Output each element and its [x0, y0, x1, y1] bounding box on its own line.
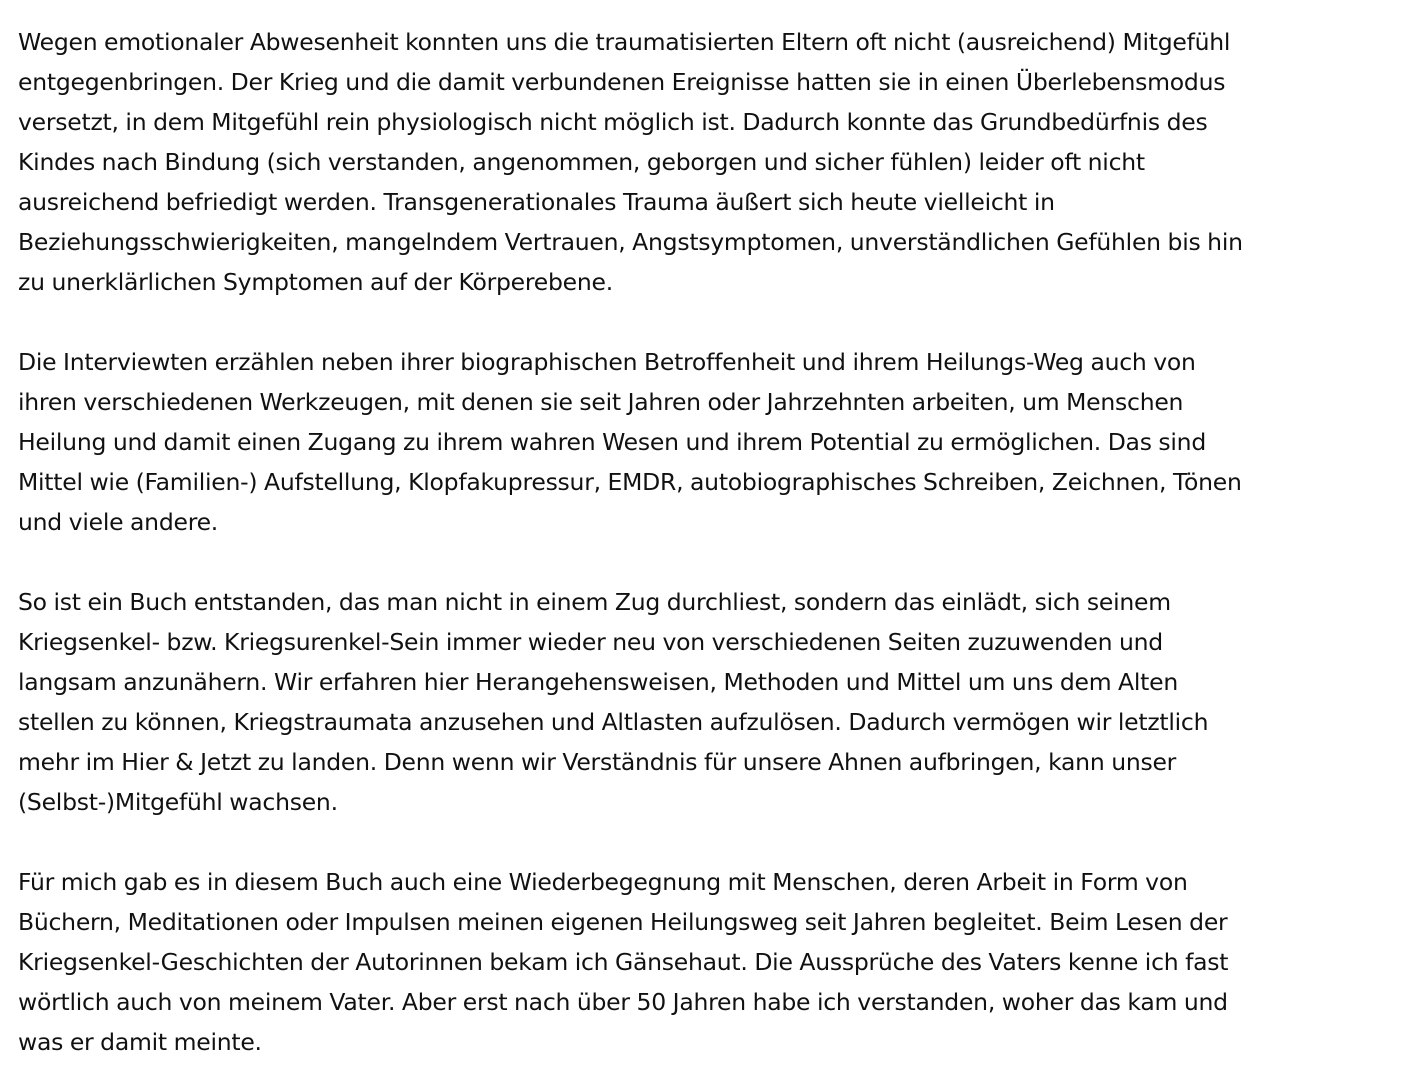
- review-paragraph-3: [18, 582, 1390, 822]
- text-line: entgegenbringen. Der Krieg und die damit verbundenen Ereignisse hatten sie in einen Überlebensmodus: [18, 68, 1226, 96]
- text-line: Beziehungsschwierigkeiten, mangelndem Vertrauen, Angstsymptomen, unverständlichen Gefühlen bis hin: [18, 228, 1243, 256]
- text-line: zu unerklärlichen Symptomen auf der Körperebene.: [18, 268, 613, 296]
- text-line: mehr im Hier & Jetzt zu landen. Denn wenn wir Verständnis für unsere Ahnen aufbringen, kann unser: [18, 748, 1177, 776]
- review-body: [18, 22, 1390, 1062]
- text-line: Heilung und damit einen Zugang zu ihrem wahren Wesen und ihrem Potential zu ermöglichen. Das sind: [18, 428, 1206, 456]
- text-line: Kriegsenkel-Geschichten der Autorinnen bekam ich Gänsehaut. Die Aussprüche des Vaters kenne ich fast: [18, 948, 1229, 976]
- text-line: wörtlich auch von meinem Vater. Aber erst nach über 50 Jahren habe ich verstanden, woher das kam und: [18, 988, 1228, 1016]
- text-line: langsam anzunähern. Wir erfahren hier Herangehensweisen, Methoden und Mittel um uns dem Alten: [18, 668, 1178, 696]
- text-line: Wegen emotionaler Abwesenheit konnten uns die traumatisierten Eltern oft nicht (ausreichend) Mitgefühl: [18, 28, 1231, 56]
- text-line: Büchern, Meditationen oder Impulsen meinen eigenen Heilungsweg seit Jahren begleitet. Beim Lesen der: [18, 908, 1228, 936]
- text-line: ausreichend befriedigt werden. Transgenerationales Trauma äußert sich heute vielleicht in: [18, 188, 1055, 216]
- text-line: Für mich gab es in diesem Buch auch eine Wiederbegegnung mit Menschen, deren Arbeit in Form von: [18, 868, 1188, 896]
- text-line: versetzt, in dem Mitgefühl rein physiologisch nicht möglich ist. Dadurch konnte das Grundbedürfnis des: [18, 108, 1208, 136]
- review-paragraph-2: [18, 342, 1390, 542]
- text-line: stellen zu können, Kriegstraumata anzusehen und Altlasten aufzulösen. Dadurch vermögen wir letztlich: [18, 708, 1209, 736]
- review-paragraph-1: [18, 22, 1390, 302]
- review-paragraph-4: [18, 862, 1390, 1062]
- text-line: (Selbst-)Mitgefühl wachsen.: [18, 788, 338, 816]
- text-line: Mittel wie (Familien-) Aufstellung, Klopfakupressur, EMDR, autobiographisches Schreiben, Zeichnen, Tönen: [18, 468, 1242, 496]
- text-line: Die Interviewten erzählen neben ihrer biographischen Betroffenheit und ihrem Heilungs-Weg auch von: [18, 348, 1196, 376]
- text-line: und viele andere.: [18, 508, 219, 536]
- text-line: was er damit meinte.: [18, 1028, 262, 1056]
- text-line: ihren verschiedenen Werkzeugen, mit denen sie seit Jahren oder Jahrzehnten arbeiten, um Menschen: [18, 388, 1184, 416]
- text-line: Kindes nach Bindung (sich verstanden, angenommen, geborgen und sicher fühlen) leider oft nicht: [18, 148, 1145, 176]
- text-line: Kriegsenkel- bzw. Kriegsurenkel-Sein immer wieder neu von verschiedenen Seiten zuzuwenden und: [18, 628, 1163, 656]
- text-line: So ist ein Buch entstanden, das man nicht in einem Zug durchliest, sondern das einlädt, sich seinem: [18, 588, 1171, 616]
